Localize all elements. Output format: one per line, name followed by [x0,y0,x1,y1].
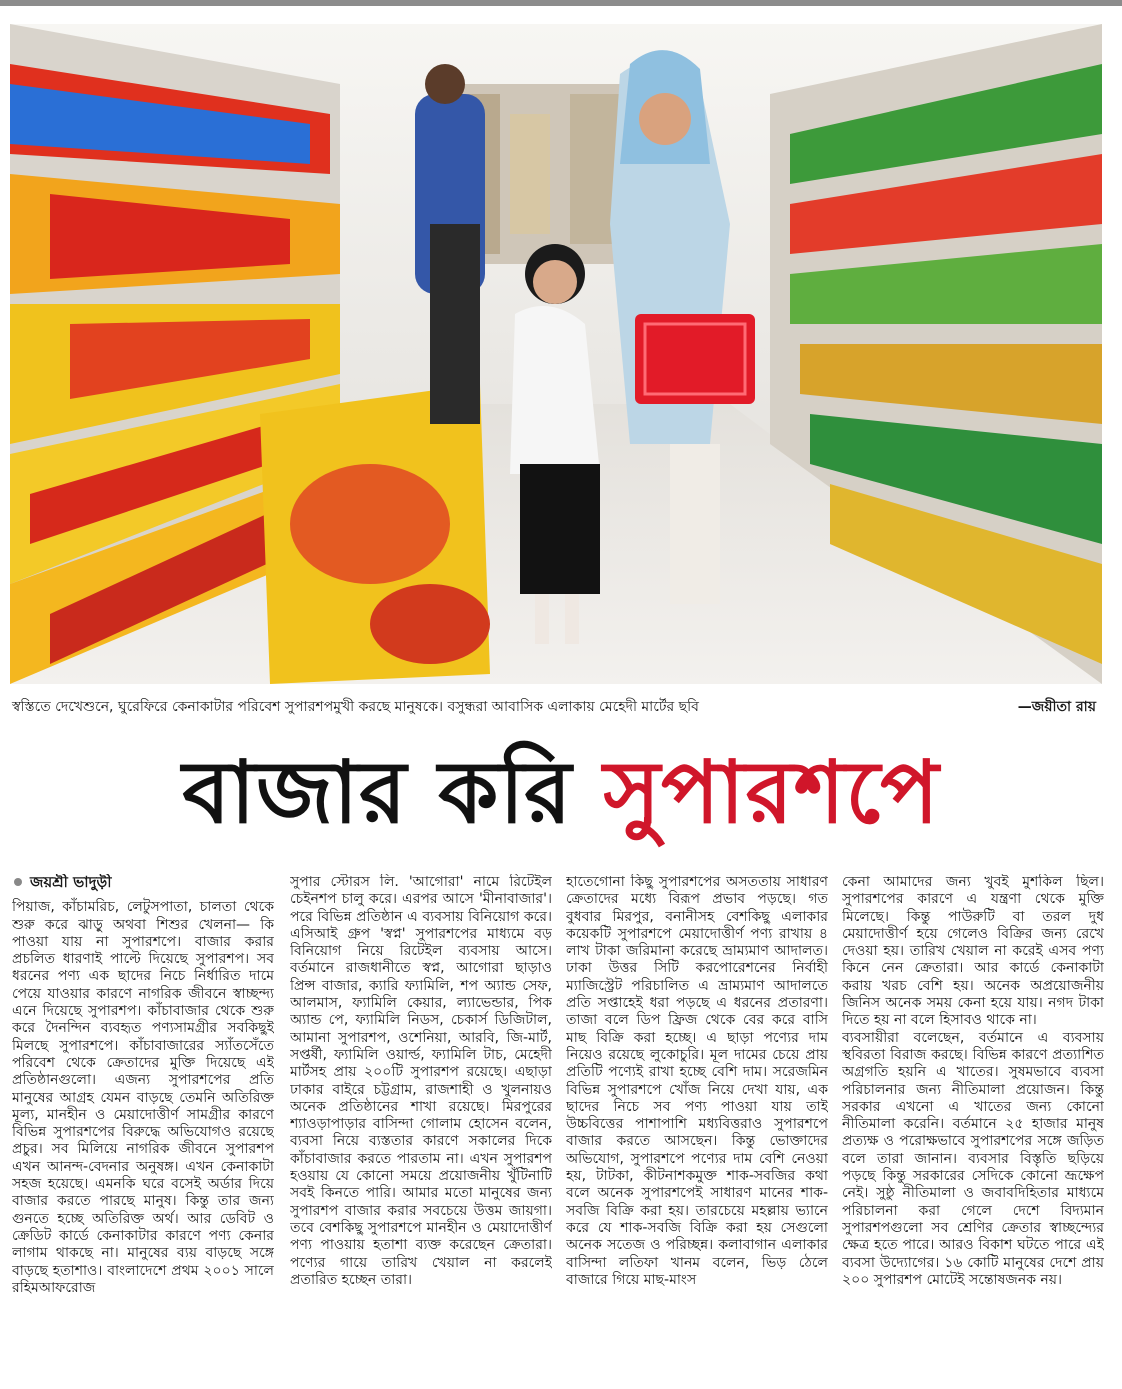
supermarket-photo [10,24,1102,684]
column-4-text: কেনা আমাদের জন্য খুবই মুশকিল ছিল। সুপারশপের কারণে এ যন্ত্রণা থেকে মুক্তি মিলেছে। কিন্তু পাউরুটি বা তরল দুধ মেয়াদোত্তীর্ণ হয়ে গেলেও বিক্রির জন্য রেখে দেওয়া হয়। তারিখ খেয়াল না করেই এসব পণ্য কিনে নেন ক্রেতারা। আর কার্ডে কেনাকাটা করায় খরচ বেশি হয়। অনেক অপ্রয়োজনীয় জিনিস অনেক সময় কেনা হয়ে যায়। নগদ টাকা দিতে হয় না বলে হিসাবও থাকে না। [842,874,1104,1029]
byline [12,874,274,891]
article-column-2 [290,874,552,1384]
headline-part1: বাজার করি [182,742,573,843]
headline [0,738,1122,848]
top-rule [0,0,1122,6]
article-column-4 [842,874,1104,1384]
photo-credit: —জয়ীতা রায় [1017,699,1096,715]
article-column-3 [566,874,828,1384]
column-4-text-b: ব্যবসায়ীরা বলেছেন, বর্তমানে এ ব্যবসায় স্থবিরতা বিরাজ করছে। বিভিন্ন কারণে প্রত্যাশিত অগ্রগতি হয়নি এ খাতের। সুষমভাবে ব্যবসা পরিচালনার জন্য নীতিমালা প্রয়োজন। কিন্তু সরকার এখনো এ খাতের জন্য কোনো নীতিমালা করেনি। বর্তমানে ২৫ হাজার মানুষ প্রত্যক্ষ ও পরোক্ষভাবে সুপারশপের সঙ্গে জড়িত বলে তারা জানান। ব্যবসার বিস্তৃতি ছড়িয়ে পড়ছে কিন্তু সরকারের সেদিকে কোনো ভ্রূক্ষেপ নেই। সুষ্ঠু নীতিমালা ও জবাবদিহিতার মাধ্যমে পরিচালনা করা গেলে দেশে বিদ্যমান সুপারশপগুলো সব শ্রেণির ক্রেতার স্বাচ্ছন্দ্যের ক্ষেত্র হতে পারে। আরও বিকাশ ঘটতে পারে এই ব্যবসা উদ্যোগের। ১৬ কোটি মানুষের দেশে প্রায় ২০০ সুপারশপ মোটেই সন্তোষজনক নয়। [842,1029,1104,1288]
column-1-text: পিয়াজ, কাঁচামরিচ, লেটুসপাতা, চালতা থেকে শুরু করে ঝাড়ু অথবা শিশুর খেলনা— কি পাওয়া যায় না সুপারশপে। বাজার করার প্রচলিত ধারণাই পাল্টে দিয়েছে সুপারশপ। সব ধরনের পণ্য এক ছাদের নিচে নির্ধারিত দামে পেয়ে যাওয়ার কারণে নাগরিক জীবনে স্বাচ্ছন্দ্য এনে দিয়েছে সুপারশপ। কাঁচাবাজার থেকে শুরু করে দৈনন্দিন ব্যবহৃত পণ্যসামগ্রীর সবকিছুই মিলছে সুপারশপে। কাঁচাবাজারের স্যাঁতসেঁতে পরিবেশ থেকে ক্রেতাদের মুক্তি দিয়েছে এই প্রতিষ্ঠানগুলো। এজন্য সুপারশপের প্রতি মানুষের আগ্রহ যেমন বাড়ছে তেমনি অতিরিক্ত মূল্য, মানহীন ও মেয়াদোত্তীর্ণ সামগ্রীর কারণে বিভিন্ন সুপারশপের বিরুদ্ধে অভিযোগও রয়েছে প্রচুর। সব মিলিয়ে নাগরিক জীবনে সুপারশপ এখন আনন্দ-বেদনার অনুষঙ্গ। এখন কেনাকাটা সহজ হয়েছে। এমনকি ঘরে বসেই অর্ডার দিয়ে বাজার করতে পারছে মানুষ। কিন্তু তার জন্য গুনতে হচ্ছে অতিরিক্ত অর্থ। আর ডেবিট ও ক্রেডিট কার্ডে কেনাকাটার কারণে পণ্য কেনার লাগাম থাকছে না। মানুষের ব্যয় বাড়ছে সঙ্গে বাড়ছে হতাশাও। বাংলাদেশে প্রথম ২০০১ সালে রহিমআফরোজ [12,899,274,1296]
column-2-text: সুপার স্টোরস লি. 'আগোরা' নামে রিটেইল চেইনশপ চালু করে। এরপর আসে 'মীনাবাজার'। পরে বিভিন্ন প্রতিষ্ঠান এ ব্যবসায় বিনিয়োগ করে। এসিআই গ্রুপ 'স্বপ্ন' সুপারশপের মাধ্যমে বড় বিনিয়োগ নিয়ে রিটেইল ব্যবসায় আসে। বর্তমানে রাজধানীতে স্বপ্ন, আগোরা ছাড়াও প্রিন্স বাজার, ক্যারি ফ্যামিলি, শপ অ্যান্ড সেফ, আলমাস, ফ্যামিলি কেয়ার, ল্যাভেন্ডার, পিক অ্যান্ড পে, ফ্যামিলি নিডস, চেকার্স ডিজিটাল, আমানা সুপারশপ, ওশেনিয়া, আরবি, জি-মার্ট, সপ্তর্ষী, ফ্যামিলি ওয়ার্ল্ড, ফ্যামিলি টাচ, মেহেদী মার্টসহ প্রায় ২০০টি সুপারশপ রয়েছে। এছাড়া ঢাকার বাইরে চট্টগ্রাম, রাজশাহী ও খুলনায়ও অনেক প্রতিষ্ঠানের শাখা রয়েছে। মিরপুরের শ্যাওড়াপাড়ার বাসিন্দা গোলাম হোসেন বলেন, ব্যবসা নিয়ে ব্যস্ততার কারণে সকালের দিকে কাঁচাবাজার করতে পারতাম না। এখন সুপারশপ হওয়ায় যে কোনো সময়ে প্রয়োজনীয় খুঁটিনাটি সবই কিনতে পারি। আমার মতো মানুষের জন্য সুপারশপ বাজার করার সবচেয়ে উত্তম জায়গা। তবে বেশকিছু সুপারশপে মানহীন ও মেয়াদোত্তীর্ণ পণ্য পাওয়ায় হতাশা ব্যক্ত করেছেন ক্রেতারা। পণ্যের গায়ে তারিখ খেয়াল না করলেই প্রতারিত হচ্ছেন তারা। [290,874,552,1288]
caption-text: স্বস্তিতে দেখেশুনে, ঘুরেফিরে কেনাকাটার পরিবেশ সুপারশপমুখী করছে মানুষকে। বসুন্ধরা আবাসিক এলাকায় মেহেদী মার্টের ছবি [12,699,699,715]
headline-part2: সুপারশপে [603,742,940,843]
photo-caption [12,697,1100,723]
column-3-text: হাতেগোনা কিছু সুপারশপের অসততায় সাধারণ ক্রেতাদের মধ্যে বিরূপ প্রভাব পড়ছে। গত বুধবার মিরপুর, বনানীসহ বেশকিছু এলাকার কয়েকটি সুপারশপে মেয়াদোত্তীর্ণ পণ্য রাখায় ৪ লাখ টাকা জরিমানা করেছে ভ্রাম্যমাণ আদালত। ঢাকা উত্তর সিটি করপোরেশনের নির্বাহী ম্যাজিস্ট্রেট পরিচালিত এ ভ্রাম্যমাণ আদালতে প্রতি সপ্তাহেই ধরা পড়ছে এ ধরনের প্রতারণা। তাজা বলে ডিপ ফ্রিজ থেকে বের করে বাসি মাছ বিক্রি করা হচ্ছে। এ ছাড়া পণ্যের দাম নিয়েও রয়েছে লুকোচুরি। মূল দামের চেয়ে প্রায় প্রতিটি পণ্যেই রাখা হচ্ছে বেশি দাম। সরেজমিন বিভিন্ন সুপারশপে খোঁজ নিয়ে দেখা যায়, এক ছাদের নিচে সব পণ্য পাওয়া যায় তাই উচ্চবিত্তের পাশাপাশি মধ্যবিত্তরাও সুপারশপে বাজার করতে আসছেন। কিন্তু ভোক্তাদের অভিযোগ, সুপারশপে পণ্যের দাম বেশি নেওয়া হয়, টাটকা, কীটনাশকমুক্ত শাক-সবজির কথা বলে অনেক সুপারশপেই সাধারণ মানের শাক-সবজি বিক্রি করা হয়। তারচেয়ে মহল্লায় ভ্যানে করে যে শাক-সবজি বিক্রি করা হয় সেগুলো অনেক সতেজ ও পরিচ্ছন্ন। কলাবাগান এলাকার বাসিন্দা লতিফা খানম বলেন, ভিড় ঠেলে বাজারে গিয়ে মাছ-মাংস [566,874,828,1288]
bullet-icon [14,878,22,886]
photo-icon [10,24,1102,684]
article-column-1 [12,874,274,1384]
author-name: জয়শ্রী ভাদুড়ী [30,874,112,891]
